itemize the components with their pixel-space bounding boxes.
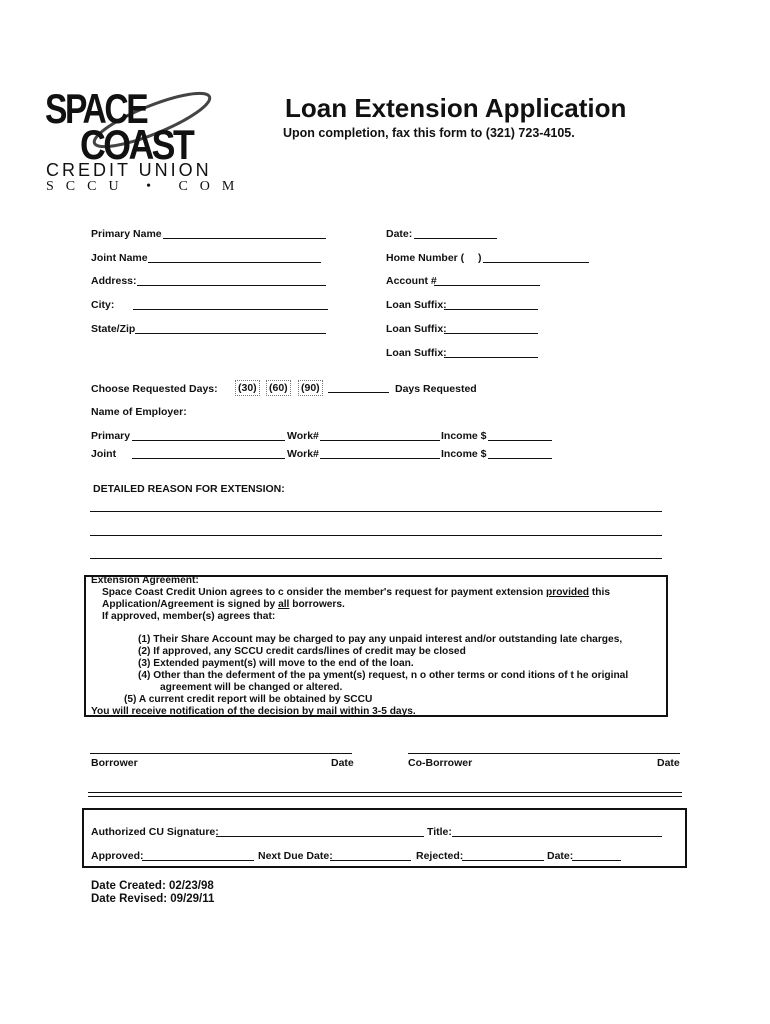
joint-name-label: Joint Name	[91, 252, 148, 264]
agreement-line-1-text: Space Coast Credit Union agrees to c onsider the member's request for payment extension	[102, 587, 544, 598]
reason-line-2[interactable]	[90, 535, 662, 536]
days-requested-label: Days Requested	[395, 383, 477, 395]
primary-income-label: Income $	[441, 430, 487, 442]
logo-sccu-text: SCCU • COM	[46, 179, 247, 194]
borrower-date-label: Date	[331, 757, 354, 769]
primary-name-field[interactable]	[163, 238, 326, 239]
agreement-item-4-cont: agreement will be changed or altered.	[160, 682, 343, 693]
rejected-label: Rejected:	[416, 850, 464, 862]
office-use-box	[82, 808, 687, 868]
agreement-item-1: (1) Their Share Account may be charged to pay any unpaid interest and/or outstanding late charges,	[138, 634, 623, 645]
joint-income-label: Income $	[441, 448, 487, 460]
loan-suffix-1-label: Loan Suffix:	[386, 299, 447, 311]
agreement-provided-word: provided	[546, 587, 590, 598]
approved-label: Approved:	[91, 850, 144, 862]
agreement-line-3: If approved, member(s) agrees that:	[102, 611, 276, 622]
joint-work-field[interactable]	[320, 458, 440, 459]
account-label: Account #	[386, 275, 437, 287]
coborrower-date-label: Date	[657, 757, 680, 769]
home-number-label: Home Number (	[386, 252, 465, 264]
next-due-date-field[interactable]	[330, 860, 411, 861]
page-title: Loan Extension Application	[285, 93, 627, 123]
state-zip-field[interactable]	[135, 333, 326, 334]
borrower-label: Borrower	[91, 757, 138, 769]
address-field[interactable]	[137, 285, 326, 286]
reason-line-1[interactable]	[90, 511, 662, 512]
reason-line-3[interactable]	[90, 558, 662, 559]
city-label: City:	[91, 299, 115, 311]
days-60-option[interactable]: (60)	[266, 380, 291, 396]
title-field[interactable]	[452, 836, 662, 837]
agreement-line-2-text: Application/Agreement is signed by	[102, 599, 276, 610]
primary-work-label: Work#	[287, 430, 319, 442]
authorized-signature-field[interactable]	[216, 836, 424, 837]
logo-space-text: SPACE	[45, 85, 147, 132]
agreement-borrowers-word: borrowers.	[292, 599, 345, 610]
agreement-item-3: (3) Extended payment(s) will move to the end of the loan.	[138, 658, 414, 669]
loan-suffix-3-field[interactable]	[444, 357, 538, 358]
coborrower-label: Co-Borrower	[408, 757, 473, 769]
approved-field[interactable]	[142, 860, 254, 861]
loan-suffix-2-label: Loan Suffix:	[386, 323, 447, 335]
agreement-item-5: (5) A current credit report will be obtained by SCCU	[124, 694, 373, 705]
agreement-item-4: (4) Other than the deferment of the pa yment(s) request, n o other terms or cond itions of t he original	[138, 670, 629, 681]
date-field[interactable]	[414, 238, 497, 239]
loan-suffix-3-label: Loan Suffix:	[386, 347, 447, 359]
primary-income-field[interactable]	[488, 440, 552, 441]
city-field[interactable]	[133, 309, 328, 310]
borrower-signature-line[interactable]	[90, 753, 352, 754]
office-date-field[interactable]	[572, 860, 621, 861]
joint-name-field[interactable]	[148, 262, 321, 263]
primary-employer-field[interactable]	[132, 440, 285, 441]
state-zip-label: State/Zip	[91, 323, 136, 335]
agreement-line-2	[102, 599, 345, 610]
agreement-line-1	[102, 587, 610, 598]
office-date-label: Date:	[547, 850, 574, 862]
authorized-signature-label: Authorized CU Signature:	[91, 826, 219, 838]
primary-name-label: Primary Name	[91, 228, 162, 240]
days-30-option[interactable]: (30)	[235, 380, 260, 396]
agreement-notice: You will receive notification of the decision by mail within 3-5 days.	[91, 706, 416, 717]
coborrower-signature-line[interactable]	[408, 753, 680, 754]
account-field[interactable]	[434, 285, 540, 286]
employer-label: Name of Employer:	[91, 406, 187, 418]
loan-suffix-1-field[interactable]	[444, 309, 538, 310]
date-label: Date:	[386, 228, 413, 240]
logo-credit-union-text: CREDIT UNION	[46, 160, 212, 180]
home-number-paren: )	[478, 252, 482, 264]
agreement-all-word: all	[278, 599, 290, 610]
date-revised: Date Revised: 09/29/11	[91, 893, 215, 905]
agreement-item-2: (2) If approved, any SCCU credit cards/lines of credit may be closed	[138, 646, 466, 657]
primary-employer-label: Primary	[91, 430, 131, 442]
fax-instructions: Upon completion, fax this form to (321) 723-4105.	[283, 126, 575, 140]
reason-label: DETAILED REASON FOR EXTENSION:	[93, 483, 285, 495]
home-number-field[interactable]	[483, 262, 589, 263]
days-90-option[interactable]: (90)	[298, 380, 323, 396]
address-label: Address:	[91, 275, 137, 287]
joint-work-label: Work#	[287, 448, 319, 460]
next-due-date-label: Next Due Date:	[258, 850, 333, 862]
joint-employer-field[interactable]	[132, 458, 285, 459]
title-label: Title:	[427, 826, 452, 838]
logo-coast-text: COAST	[80, 121, 193, 168]
date-created: Date Created: 02/23/98	[91, 880, 214, 892]
loan-suffix-2-field[interactable]	[444, 333, 538, 334]
days-requested-field[interactable]	[328, 392, 389, 393]
section-divider	[88, 792, 682, 797]
primary-work-field[interactable]	[320, 440, 440, 441]
agreement-heading: Extension Agreement:	[91, 575, 199, 586]
rejected-field[interactable]	[462, 860, 544, 861]
joint-income-field[interactable]	[488, 458, 552, 459]
joint-employer-label: Joint	[91, 448, 117, 460]
requested-days-label: Choose Requested Days:	[91, 383, 218, 395]
agreement-this-word: this	[591, 587, 611, 598]
